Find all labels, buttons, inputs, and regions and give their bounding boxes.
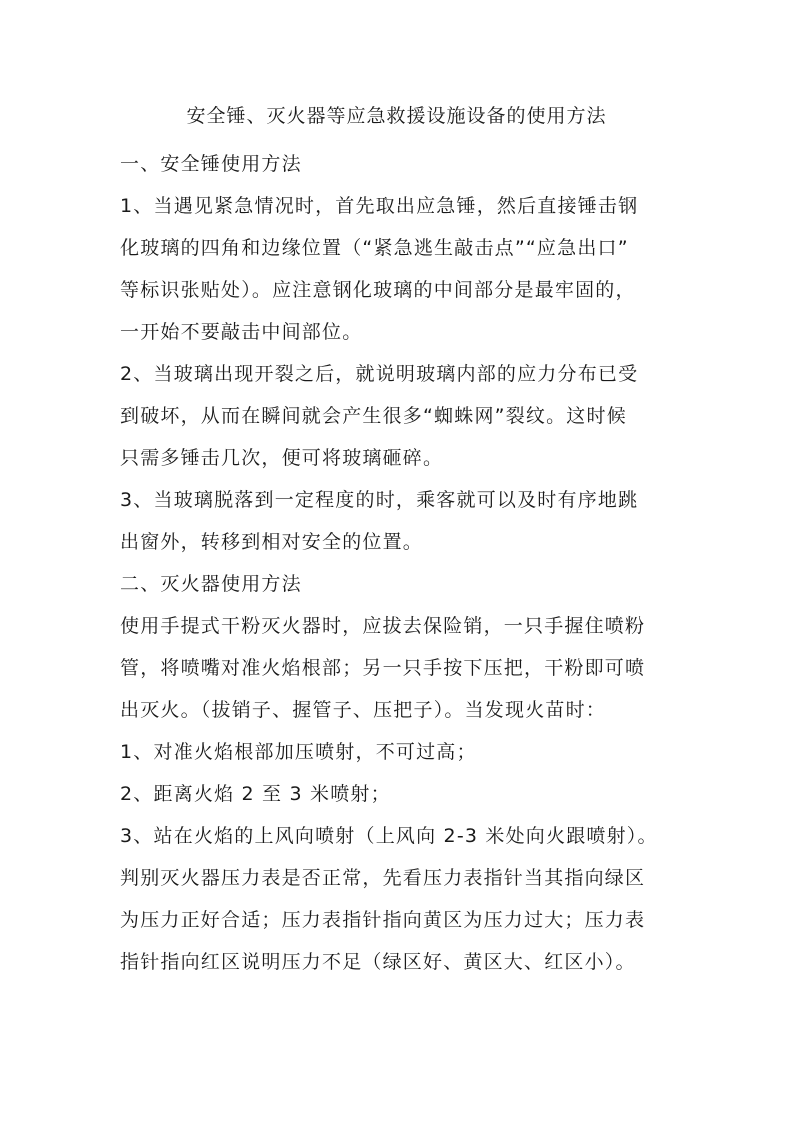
heading-safety-hammer: 一、安全锤使用方法: [120, 153, 302, 175]
text-line: 化玻璃的四角和边缘位置（“紧急逃生敲击点”“应急出口”: [120, 237, 629, 259]
text-line: 只需多锤击几次，便可将玻璃砸碎。: [120, 447, 444, 469]
text-line: 为压力正好合适；压力表指针指向黄区为压力过大；压力表: [120, 909, 646, 931]
text-line: 3、站在火焰的上风向喷射（上风向 2-3 米处向火跟喷射）。: [120, 825, 658, 847]
text-line: 判别灭火器压力表是否正常，先看压力表指针当其指向绿区: [120, 867, 646, 889]
heading-fire-extinguisher: 二、灭火器使用方法: [120, 573, 302, 595]
text-line: 3、当玻璃脱落到一定程度的时，乘客就可以及时有序地跳: [120, 489, 639, 511]
document-body: [120, 143, 680, 983]
text-line: 2、距离火焰 2 至 3 米喷射；: [120, 783, 391, 805]
text-line: 指针指向红区说明压力不足（绿区好、黄区大、红区小）。: [120, 951, 636, 973]
text-line: 到破坏，从而在瞬间就会产生很多“蜘蛛网”裂纹。这时候: [120, 405, 627, 427]
text-line: 出窗外，转移到相对安全的位置。: [120, 531, 424, 553]
document-title: 安全锤、灭火器等应急救援设施设备的使用方法: [186, 105, 607, 127]
text-line: 出灭火。（拔销子、握管子、压把子）。当发现火苗时：: [120, 699, 607, 721]
text-line: 1、对准火焰根部加压喷射，不可过高；: [120, 741, 477, 763]
text-line: 1、当遇见紧急情况时，首先取出应急锤，然后直接锤击钢: [120, 195, 639, 217]
text-line: 一开始不要敲击中间部位。: [120, 321, 363, 343]
text-line: 2、当玻璃出现开裂之后，就说明玻璃内部的应力分布已受: [120, 363, 639, 385]
text-line: 使用手提式干粉灭火器时，应拔去保险销，一只手握住喷粉: [120, 615, 646, 637]
text-line: 管，将喷嘴对准火焰根部；另一只手按下压把，干粉即可喷: [120, 657, 646, 679]
text-line: 等标识张贴处）。应注意钢化玻璃的中间部分是最牢固的，: [120, 279, 636, 301]
